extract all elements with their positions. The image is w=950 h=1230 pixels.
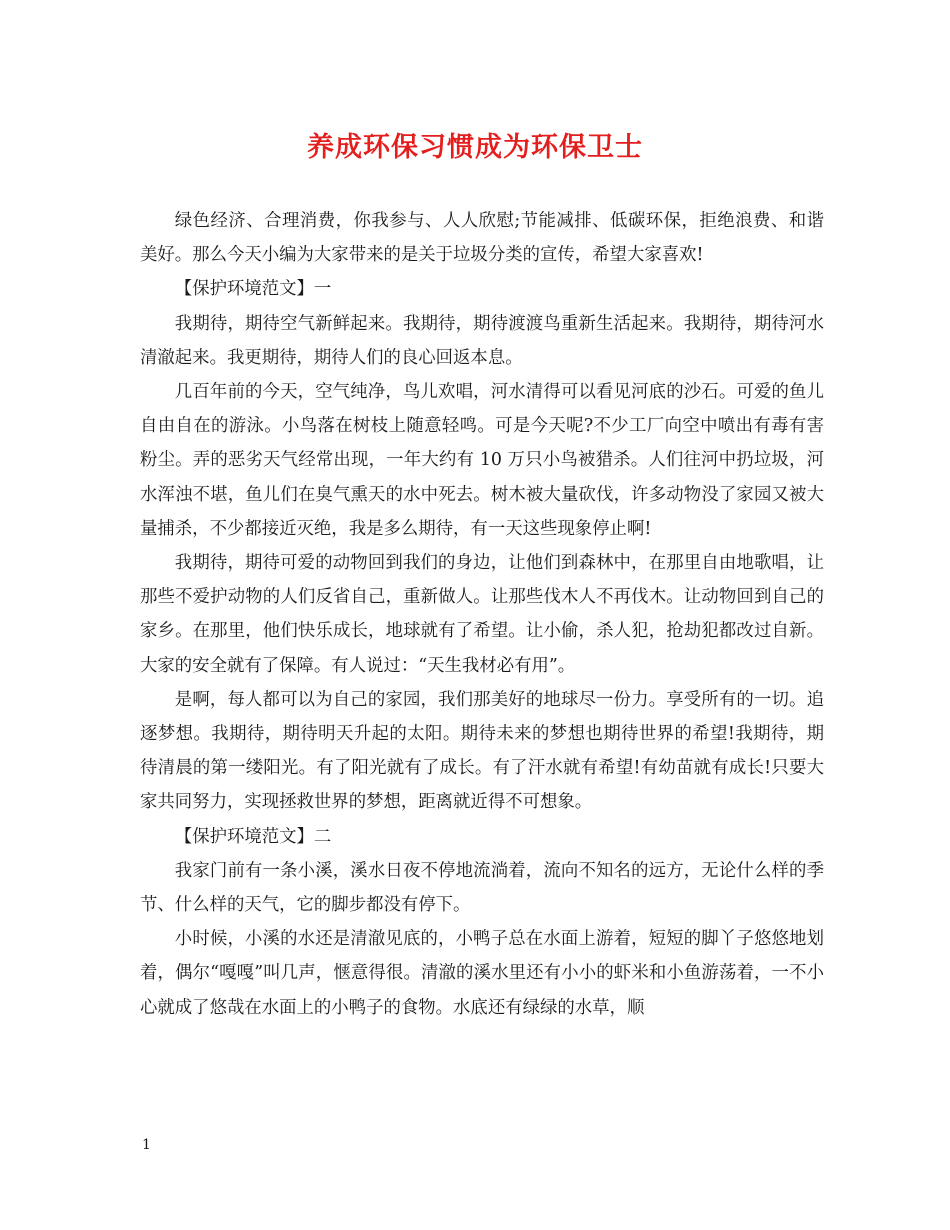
paragraph-5: 我家门前有一条小溪，溪水日夜不停地流淌着，流向不知名的远方，无论什么样的季节、什么样的天气，它的脚步都没有停下。 xyxy=(140,860,824,916)
paragraph-3: 我期待，期待可爱的动物回到我们的身边，让他们到森林中，在那里自由地歌唱，让那些不爱护动物的人们反省自己，重新做人。让那些伐木人不再伐木。让动物回到自己的家乡。在那里，他们快乐成长，地球就有了希望。让小偷，杀人犯，抢劫犯都改过自新。大家的安全就有了保障。有人说过：“天生我材必有用”。 xyxy=(140,553,824,676)
page-number: 1 xyxy=(142,1137,151,1153)
paragraph-1: 我期待，期待空气新鲜起来。我期待，期待渡渡鸟重新生活起来。我期待，期待河水清澈起来。我更期待，期待人们的良心回返本息。 xyxy=(140,313,824,368)
section-heading-2: 【保护环境范文】二 xyxy=(174,826,332,847)
paragraph-2: 几百年前的今天，空气纯净，鸟儿欢唱，河水清得可以看见河底的沙石。可爱的鱼儿自由自在的游泳。小鸟落在树枝上随意轻鸣。可是今天呢?不少工厂向空中喷出有毒有害粉尘。弄的恶劣天气经常出现，一年大约有 10 万只小鸟被猎杀。人们往河中扔垃圾，河水浑浊不堪，鱼儿们在臭气熏天的水中死去。树木被大量砍伐，许多动物没了家园又被大量捕杀，不少都接近灭绝，我是多么期待，有一天这些现象停止啊! xyxy=(140,382,824,539)
intro-paragraph: 绿色经济、合理消费，你我参与、人人欣慰;节能减排、低碳环保，拒绝浪费、和谐美好。那么今天小编为大家带来的是关于垃圾分类的宣传，希望大家喜欢! xyxy=(140,211,824,266)
paragraph-4: 是啊，每人都可以为自己的家园，我们那美好的地球尽一份力。享受所有的一切。追逐梦想。我期待，期待明天升起的太阳。期待未来的梦想也期待世界的希望!我期待，期待清晨的第一缕阳光。有了阳光就有了成长。有了汗水就有希望!有幼苗就有成长!只要大家共同努力，实现拯救世界的梦想，距离就近得不可想象。 xyxy=(140,689,824,813)
section-heading-1: 【保护环境范文】一 xyxy=(174,279,332,300)
paragraph-6: 小时候，小溪的水还是清澈见底的，小鸭子总在水面上游着，短短的脚丫子悠悠地划着，偶尔“嘎嘎”叫几声，惬意得很。清澈的溪水里还有小小的虾米和小鱼游荡着，一不小心就成了悠哉在水面上的小鸭子的食物。水底还有绿绿的水草，顺 xyxy=(140,929,824,1018)
document-body xyxy=(140,204,824,1025)
page-title: 养成环保习惯成为环保卫士 xyxy=(307,132,643,163)
